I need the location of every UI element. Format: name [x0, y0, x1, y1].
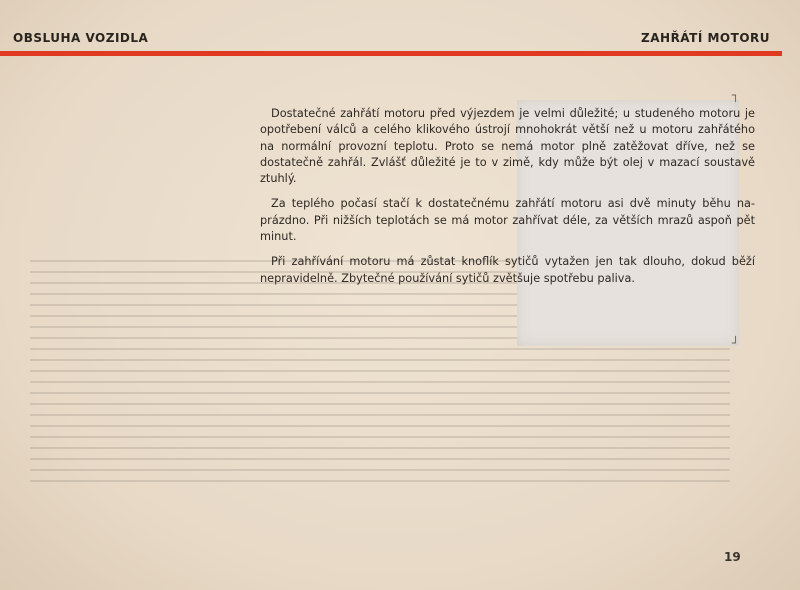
header-section-title: OBSLUHA VOZIDLA	[13, 31, 149, 45]
paragraph: Dostatečné zahřátí motoru před výjezdem je velmi důležité; u studeného motoru je opotřebení válců a celého klikového ústrojí mnohokrát větší než u motoru zahřátého na normální provozní teplotu. Proto se nemá motor plně zatěžovat dříve, než se dostatečně zahřál. Zvlášť důležité je to v zimě, kdy může být olej v mazací soustavě ztuhlý.	[260, 107, 755, 186]
page-number: 19	[724, 550, 741, 564]
paragraph: Za teplého počasí stačí k dostatečnému zahřátí motoru asi dvě minuty běhu naprázdno. Při nižších teplotách se má motor zahřívat déle, za větších mrazů aspoň pět minut.	[260, 197, 755, 244]
corner-mark-icon: ┐	[732, 88, 740, 102]
header-rule	[0, 51, 782, 56]
corner-mark-icon: ┘	[732, 336, 740, 350]
header-topic-title: ZAHŘÁTÍ MOTORU	[641, 31, 770, 45]
paragraph: Při zahřívání motoru má zůstat knoflík sytičů vytažen jen tak dlouho, dokud běží nepravidelně. Zbytečné používání sytičů zvětšuje spotřebu paliva.	[260, 255, 755, 285]
body-text	[260, 106, 755, 296]
